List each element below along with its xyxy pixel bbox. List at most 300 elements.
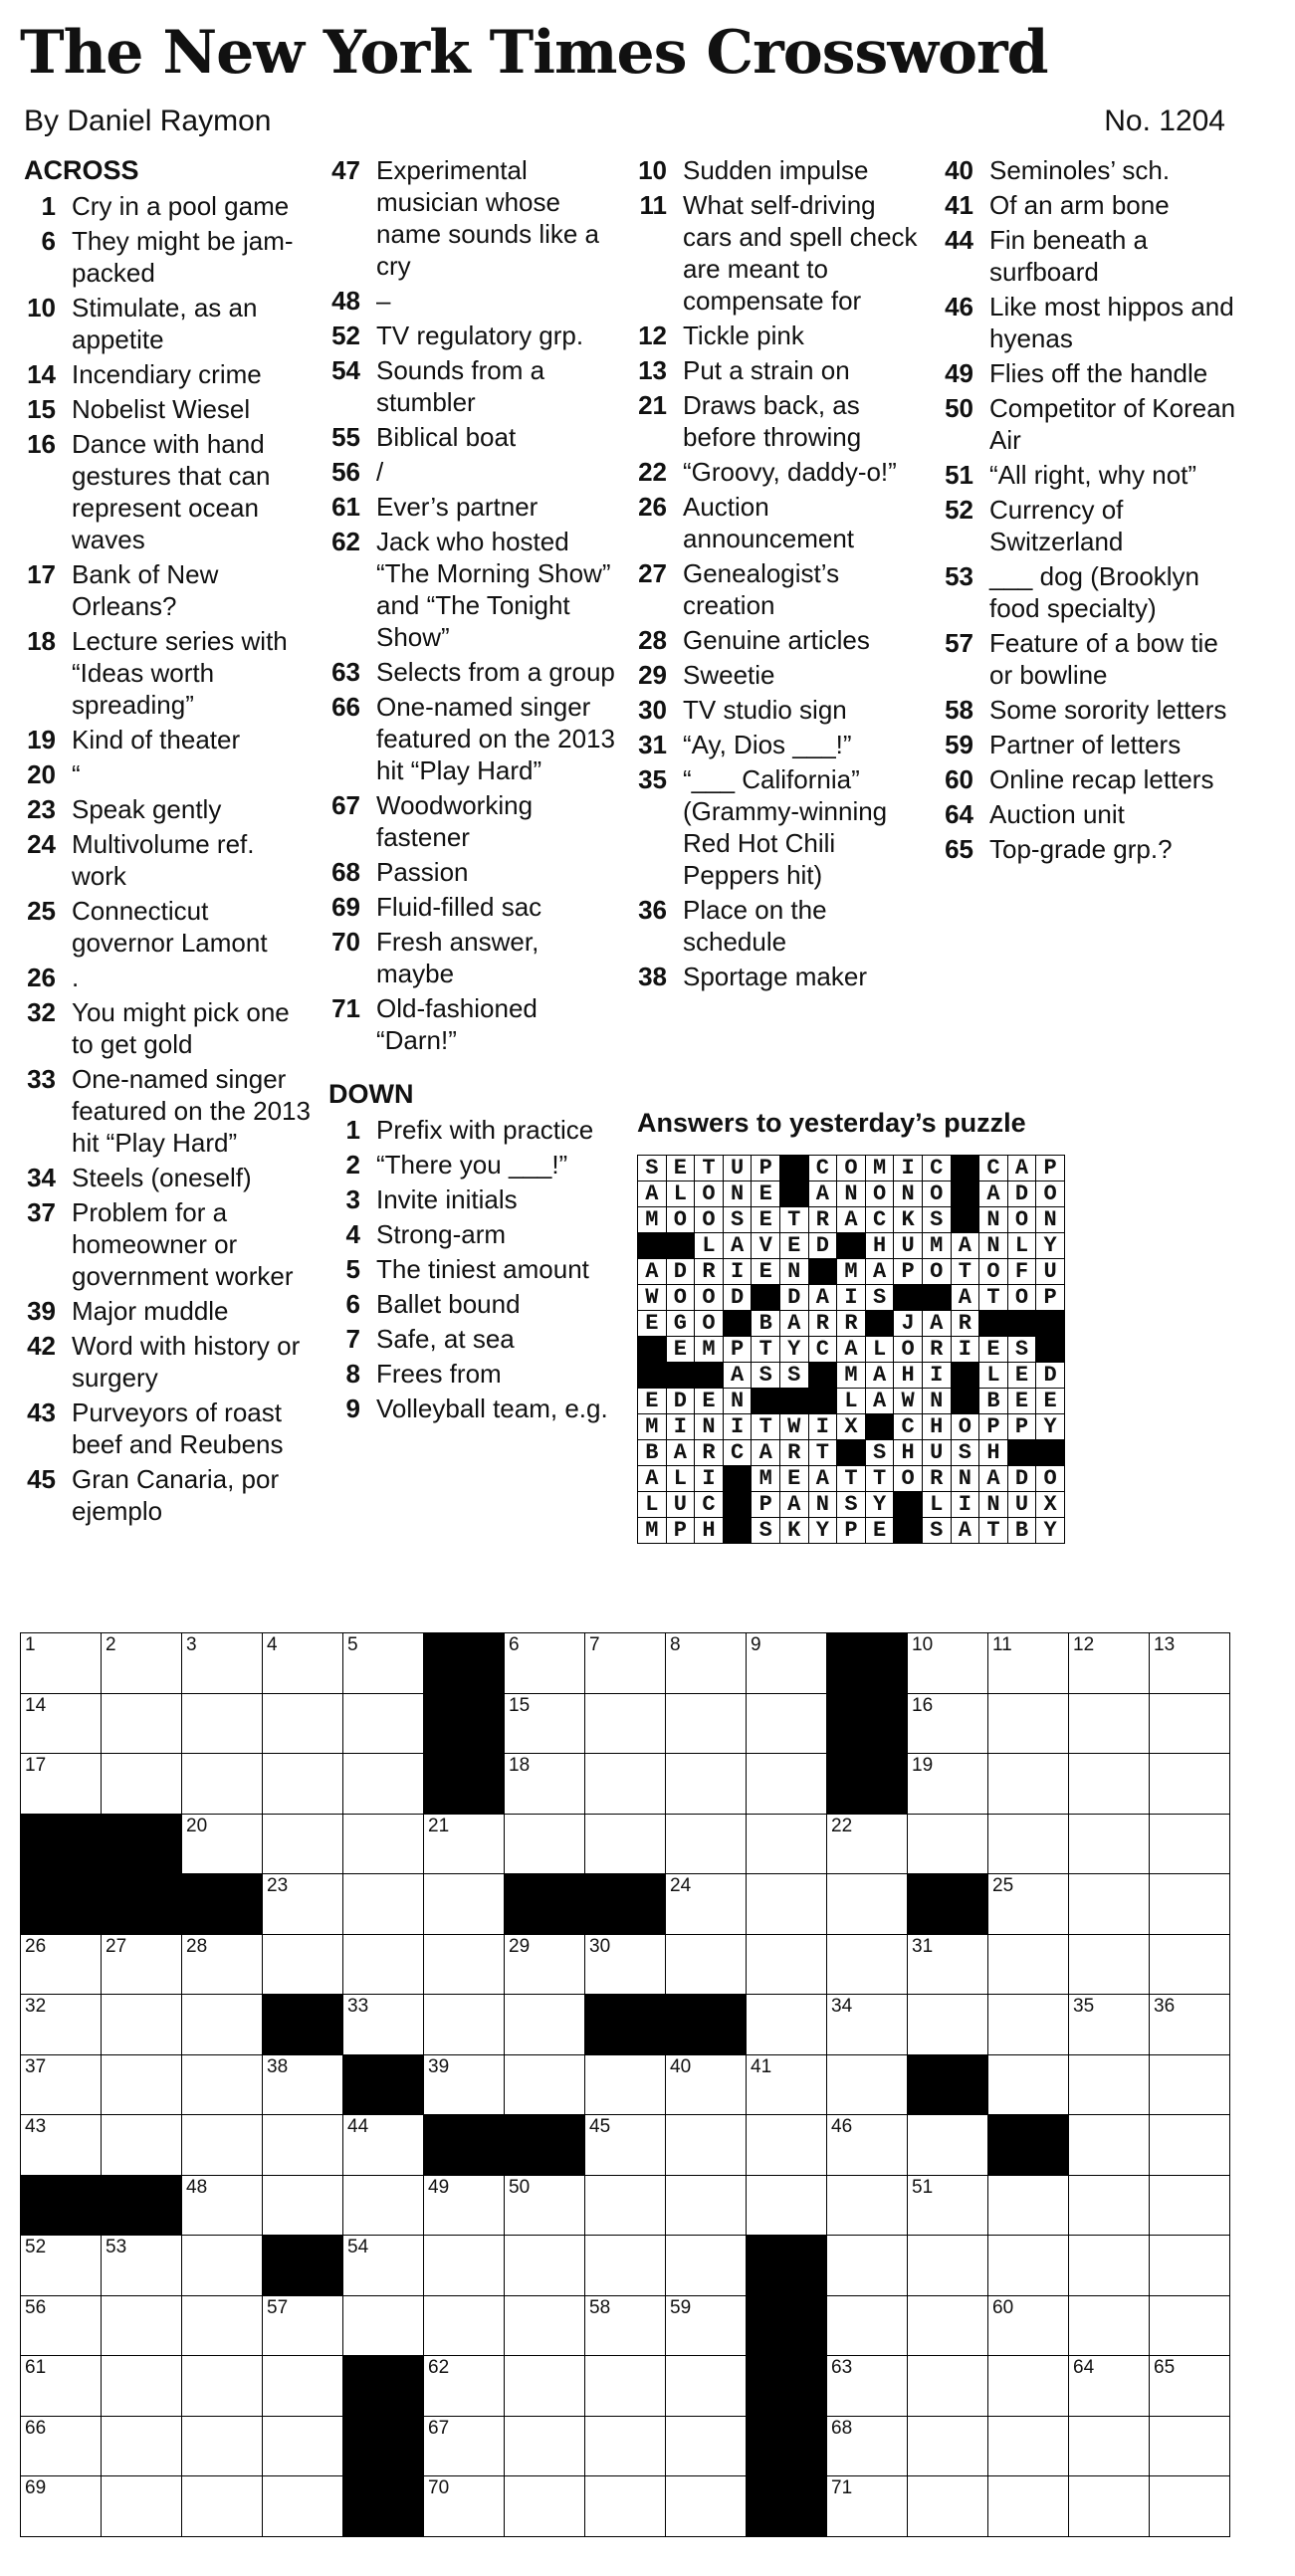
clue-number: 36 <box>638 895 667 925</box>
answer-letter-cell: E <box>779 1233 808 1259</box>
grid-cell[interactable] <box>263 2295 343 2356</box>
grid-cell[interactable] <box>585 2416 666 2476</box>
grid-cell[interactable] <box>1069 2054 1150 2115</box>
clue-text: Safe, at sea <box>376 1324 515 1354</box>
grid-cell[interactable] <box>747 1995 827 2055</box>
answer-letter-cell: N <box>723 1389 752 1414</box>
grid-cell[interactable] <box>1069 2175 1150 2236</box>
grid-cell[interactable] <box>747 1934 827 1995</box>
grid-cell[interactable] <box>827 1814 908 1874</box>
grid-cell[interactable] <box>21 2054 102 2115</box>
clue-number: 16 <box>27 429 56 459</box>
grid-cell[interactable] <box>263 2356 343 2417</box>
clue-number: 14 <box>27 359 56 389</box>
black-square <box>988 2115 1069 2176</box>
grid-cell[interactable] <box>1150 2054 1230 2115</box>
answer-black-cell <box>837 1233 866 1259</box>
grid-cell[interactable] <box>505 2476 585 2537</box>
grid-cell[interactable] <box>182 1693 263 1754</box>
grid-cell[interactable] <box>1069 2236 1150 2296</box>
clue-text: Passion <box>376 857 469 887</box>
grid-cell[interactable] <box>505 1633 585 1694</box>
answer-letter-cell: A <box>837 1337 866 1363</box>
cell-number: 71 <box>831 2477 853 2498</box>
grid-cell[interactable] <box>1069 1633 1150 1694</box>
grid-cell[interactable] <box>424 1995 505 2055</box>
grid-cell[interactable] <box>988 1995 1069 2055</box>
grid-cell[interactable] <box>666 2356 747 2417</box>
grid-cell[interactable] <box>263 2054 343 2115</box>
answer-letter-cell: C <box>808 1156 837 1181</box>
grid-cell[interactable] <box>1069 1934 1150 1995</box>
grid-cell[interactable] <box>263 1934 343 1995</box>
grid-cell[interactable] <box>182 1995 263 2055</box>
grid-cell[interactable] <box>827 1874 908 1935</box>
answers-row <box>638 1156 1065 1181</box>
answer-letter-cell: T <box>951 1259 979 1285</box>
answers-grid <box>637 1155 1065 1544</box>
grid-cell[interactable] <box>908 2236 988 2296</box>
black-square <box>908 1874 988 1935</box>
cell-number: 64 <box>1073 2357 1095 2378</box>
grid-cell[interactable] <box>747 1754 827 1815</box>
grid-cell[interactable] <box>988 2175 1069 2236</box>
grid-cell[interactable] <box>263 2476 343 2537</box>
grid-cell[interactable] <box>1150 2476 1230 2537</box>
answer-letter-cell: E <box>666 1156 695 1181</box>
answer-letter-cell: S <box>922 1207 951 1233</box>
clue-number: 35 <box>638 764 667 794</box>
answer-letter-cell: O <box>1036 1181 1065 1207</box>
grid-cell[interactable] <box>988 2236 1069 2296</box>
grid-cell[interactable] <box>424 2054 505 2115</box>
grid-cell[interactable] <box>827 2236 908 2296</box>
clue-number: 61 <box>331 492 360 522</box>
black-square <box>343 2416 424 2476</box>
grid-cell[interactable] <box>1069 2416 1150 2476</box>
grid-cell[interactable] <box>1069 2356 1150 2417</box>
grid-cell[interactable] <box>424 2356 505 2417</box>
grid-cell[interactable] <box>263 2115 343 2176</box>
grid-cell[interactable] <box>827 2476 908 2537</box>
clue <box>635 189 930 317</box>
grid-cell[interactable] <box>666 1693 747 1754</box>
clue-text: “Ay, Dios ___!” <box>683 730 852 759</box>
grid-cell[interactable] <box>747 1693 827 1754</box>
grid-cell[interactable] <box>666 2416 747 2476</box>
grid-cell[interactable] <box>585 2115 666 2176</box>
cell-number: 7 <box>589 1634 600 1655</box>
cell-number: 6 <box>509 1634 520 1655</box>
crossword-grid <box>20 1632 1230 2537</box>
answer-letter-cell: D <box>723 1285 752 1311</box>
grid-cell[interactable] <box>988 1814 1069 1874</box>
grid-cell[interactable] <box>827 2054 908 2115</box>
grid-cell[interactable] <box>343 2115 424 2176</box>
cell-number: 58 <box>589 2296 611 2318</box>
answer-letter-cell: U <box>894 1233 923 1259</box>
grid-cell[interactable] <box>343 2175 424 2236</box>
grid-cell[interactable] <box>505 1934 585 1995</box>
grid-cell[interactable] <box>666 1814 747 1874</box>
clue-number: 69 <box>331 892 360 922</box>
answer-letter-cell: N <box>979 1233 1008 1259</box>
answer-letter-cell: M <box>837 1363 866 1389</box>
grid-cell[interactable] <box>747 2115 827 2176</box>
grid-cell[interactable] <box>343 1693 424 1754</box>
answer-black-cell <box>695 1363 724 1389</box>
grid-cell[interactable] <box>21 1995 102 2055</box>
grid-cell[interactable] <box>988 2416 1069 2476</box>
answer-letter-cell: W <box>638 1285 667 1311</box>
clue-number: 10 <box>27 293 56 322</box>
cell-number: 40 <box>670 2055 692 2077</box>
grid-cell[interactable] <box>102 1754 182 1815</box>
grid-cell[interactable] <box>747 2054 827 2115</box>
grid-cell[interactable] <box>343 1874 424 1935</box>
grid-cell[interactable] <box>424 1934 505 1995</box>
clue <box>328 526 623 653</box>
grid-cell[interactable] <box>908 1814 988 1874</box>
grid-cell[interactable] <box>908 1693 988 1754</box>
grid-cell[interactable] <box>424 1814 505 1874</box>
grid-cell[interactable] <box>666 2476 747 2537</box>
clue-number: 3 <box>345 1184 360 1214</box>
grid-cell[interactable] <box>21 1754 102 1815</box>
grid-cell[interactable] <box>343 1995 424 2055</box>
grid-cell[interactable] <box>585 1754 666 1815</box>
grid-cell[interactable] <box>182 2115 263 2176</box>
grid-cell[interactable] <box>585 2476 666 2537</box>
grid-cell[interactable] <box>263 2416 343 2476</box>
cell-number: 13 <box>1154 1634 1176 1655</box>
grid-cell[interactable] <box>182 1754 263 1815</box>
grid-cell[interactable] <box>505 1693 585 1754</box>
grid-cell[interactable] <box>424 2236 505 2296</box>
answer-letter-cell: E <box>752 1207 780 1233</box>
grid-cell[interactable] <box>102 2416 182 2476</box>
black-square <box>747 2416 827 2476</box>
grid-cell[interactable] <box>21 1633 102 1694</box>
grid-cell[interactable] <box>263 1814 343 1874</box>
grid-cell[interactable] <box>988 1874 1069 1935</box>
grid-cell[interactable] <box>424 1874 505 1935</box>
grid-cell[interactable] <box>182 1934 263 1995</box>
grid-cell[interactable] <box>102 2476 182 2537</box>
grid-cell[interactable] <box>585 1633 666 1694</box>
grid-cell[interactable] <box>21 2476 102 2537</box>
grid-cell[interactable] <box>182 2175 263 2236</box>
answer-letter-cell: O <box>1007 1285 1036 1311</box>
grid-cell[interactable] <box>505 2295 585 2356</box>
grid-cell[interactable] <box>585 2236 666 2296</box>
cell-number: 27 <box>106 1935 127 1957</box>
grid-cell[interactable] <box>1150 2175 1230 2236</box>
grid-cell[interactable] <box>1150 2356 1230 2417</box>
grid-cell[interactable] <box>263 1874 343 1935</box>
clue <box>328 992 623 1056</box>
grid-cell[interactable] <box>102 1995 182 2055</box>
grid-cell[interactable] <box>988 1934 1069 1995</box>
cell-number: 9 <box>751 1634 761 1655</box>
grid-cell[interactable] <box>1150 1633 1230 1694</box>
answer-letter-cell: D <box>666 1389 695 1414</box>
clue-number: 24 <box>27 829 56 859</box>
grid-cell[interactable] <box>505 1814 585 1874</box>
answer-black-cell <box>865 1414 894 1440</box>
grid-cell[interactable] <box>21 2295 102 2356</box>
grid-cell[interactable] <box>1069 1995 1150 2055</box>
grid-cell[interactable] <box>505 2356 585 2417</box>
grid-cell[interactable] <box>988 1693 1069 1754</box>
grid-cell[interactable] <box>988 2295 1069 2356</box>
clue-text: “Groovy, daddy-o!” <box>683 457 897 487</box>
answers-row <box>638 1337 1065 1363</box>
grid-cell[interactable] <box>585 1934 666 1995</box>
grid-cell[interactable] <box>263 1693 343 1754</box>
grid-cell[interactable] <box>1150 1754 1230 1815</box>
grid-cell[interactable] <box>505 1754 585 1815</box>
clue <box>635 389 930 453</box>
clue <box>328 456 623 488</box>
clue <box>942 560 1240 624</box>
grid-cell[interactable] <box>505 1995 585 2055</box>
grid-cell[interactable] <box>102 1633 182 1694</box>
answer-letter-cell: N <box>951 1466 979 1492</box>
grid-cell[interactable] <box>505 2175 585 2236</box>
answers-row <box>638 1440 1065 1466</box>
answer-letter-cell: I <box>894 1156 923 1181</box>
grid-cell[interactable] <box>1150 2115 1230 2176</box>
grid-cell[interactable] <box>505 2416 585 2476</box>
grid-cell[interactable] <box>182 2476 263 2537</box>
grid-cell[interactable] <box>102 2356 182 2417</box>
grid-cell[interactable] <box>747 1633 827 1694</box>
answer-letter-cell: D <box>1007 1466 1036 1492</box>
answers-row <box>638 1389 1065 1414</box>
grid-cell[interactable] <box>1150 2295 1230 2356</box>
grid-cell[interactable] <box>182 2054 263 2115</box>
grid-row <box>21 1693 1230 1754</box>
grid-cell[interactable] <box>1069 2476 1150 2537</box>
clue-number: 13 <box>638 355 667 385</box>
grid-cell[interactable] <box>988 2054 1069 2115</box>
grid-cell[interactable] <box>102 2115 182 2176</box>
grid-cell[interactable] <box>908 2175 988 2236</box>
grid-cell[interactable] <box>21 2356 102 2417</box>
answer-black-cell <box>951 1181 979 1207</box>
grid-cell[interactable] <box>343 1633 424 1694</box>
answer-letter-cell: T <box>695 1156 724 1181</box>
grid-row <box>21 2476 1230 2537</box>
grid-cell[interactable] <box>908 2115 988 2176</box>
clue <box>635 557 930 621</box>
clue-text: Selects from a group <box>376 657 615 687</box>
grid-cell[interactable] <box>585 2356 666 2417</box>
grid-cell[interactable] <box>102 2295 182 2356</box>
grid-cell[interactable] <box>827 2356 908 2417</box>
grid-cell[interactable] <box>908 1995 988 2055</box>
grid-cell[interactable] <box>747 1874 827 1935</box>
grid-cell[interactable] <box>988 2476 1069 2537</box>
answer-black-cell <box>979 1311 1008 1337</box>
grid-cell[interactable] <box>585 2054 666 2115</box>
grid-cell[interactable] <box>666 1934 747 1995</box>
answer-letter-cell: R <box>695 1440 724 1466</box>
grid-cell[interactable] <box>21 2416 102 2476</box>
grid-cell[interactable] <box>1150 2236 1230 2296</box>
cell-number: 36 <box>1154 1996 1176 2017</box>
grid-cell[interactable] <box>666 1754 747 1815</box>
grid-cell[interactable] <box>343 1934 424 1995</box>
answer-letter-cell: E <box>638 1311 667 1337</box>
clue-number: 12 <box>638 321 667 350</box>
grid-cell[interactable] <box>343 1754 424 1815</box>
answer-letter-cell: A <box>779 1492 808 1518</box>
grid-cell[interactable] <box>988 2356 1069 2417</box>
grid-cell[interactable] <box>182 2416 263 2476</box>
grid-cell[interactable] <box>21 1934 102 1995</box>
grid-cell[interactable] <box>102 2236 182 2296</box>
clue <box>24 358 315 390</box>
grid-cell[interactable] <box>182 2236 263 2296</box>
grid-cell[interactable] <box>182 1633 263 1694</box>
clue <box>24 393 315 425</box>
grid-cell[interactable] <box>827 2175 908 2236</box>
clue-text: Fresh answer, maybe <box>376 927 540 988</box>
clue-text: Draws back, as before throwing <box>683 390 862 452</box>
clue-number: 50 <box>945 393 973 423</box>
answer-letter-cell: E <box>1007 1363 1036 1389</box>
grid-cell[interactable] <box>827 1995 908 2055</box>
grid-cell[interactable] <box>263 1754 343 1815</box>
black-square <box>21 1814 102 1874</box>
grid-cell[interactable] <box>263 2175 343 2236</box>
grid-cell[interactable] <box>182 1814 263 1874</box>
grid-cell[interactable] <box>1069 2295 1150 2356</box>
grid-cell[interactable] <box>666 2054 747 2115</box>
grid-cell[interactable] <box>263 1633 343 1694</box>
answer-letter-cell: N <box>979 1492 1008 1518</box>
grid-cell[interactable] <box>908 2476 988 2537</box>
grid-cell[interactable] <box>182 2356 263 2417</box>
grid-cell[interactable] <box>1069 2115 1150 2176</box>
answer-letter-cell: O <box>1036 1466 1065 1492</box>
grid-cell[interactable] <box>505 2054 585 2115</box>
answer-letter-cell: S <box>779 1363 808 1389</box>
grid-cell[interactable] <box>988 1633 1069 1694</box>
grid-cell[interactable] <box>424 2295 505 2356</box>
grid-cell[interactable] <box>827 2416 908 2476</box>
grid-cell[interactable] <box>585 2295 666 2356</box>
grid-cell[interactable] <box>827 1934 908 1995</box>
clue-text: Auction unit <box>989 799 1125 829</box>
clue-text: “___ California” (Grammy-winning Red Hot Chili Peppers hit) <box>683 764 888 890</box>
grid-cell[interactable] <box>585 2175 666 2236</box>
grid-cell[interactable] <box>182 2295 263 2356</box>
grid-cell[interactable] <box>585 1693 666 1754</box>
grid-cell[interactable] <box>343 1814 424 1874</box>
clue-number: 66 <box>331 692 360 722</box>
answer-letter-cell: I <box>951 1337 979 1363</box>
answer-letter-cell: L <box>666 1466 695 1492</box>
clue-number: 21 <box>638 390 667 420</box>
answer-black-cell <box>638 1337 667 1363</box>
grid-cell[interactable] <box>747 1814 827 1874</box>
grid-cell[interactable] <box>908 1934 988 1995</box>
grid-cell[interactable] <box>21 2236 102 2296</box>
clue-text: Online recap letters <box>989 764 1214 794</box>
grid-cell[interactable] <box>908 1754 988 1815</box>
grid-cell[interactable] <box>102 2054 182 2115</box>
grid-cell[interactable] <box>988 1754 1069 1815</box>
answer-letter-cell: P <box>837 1518 866 1544</box>
answer-letter-cell: T <box>752 1337 780 1363</box>
grid-cell[interactable] <box>666 1874 747 1935</box>
grid-cell[interactable] <box>908 2356 988 2417</box>
answer-letter-cell: M <box>922 1233 951 1259</box>
grid-cell[interactable] <box>343 2236 424 2296</box>
grid-cell[interactable] <box>424 2416 505 2476</box>
grid-cell[interactable] <box>1069 1814 1150 1874</box>
grid-cell[interactable] <box>1069 1874 1150 1935</box>
clue-number: 31 <box>638 730 667 759</box>
clue-number: 32 <box>27 997 56 1027</box>
grid-cell[interactable] <box>666 2236 747 2296</box>
answer-letter-cell: P <box>1007 1414 1036 1440</box>
answer-letter-cell: O <box>695 1285 724 1311</box>
clue-text: “All right, why not” <box>989 460 1197 490</box>
grid-cell[interactable] <box>827 2295 908 2356</box>
grid-cell[interactable] <box>21 1693 102 1754</box>
grid-cell[interactable] <box>908 2416 988 2476</box>
grid-cell[interactable] <box>21 2115 102 2176</box>
grid-cell[interactable] <box>343 2295 424 2356</box>
grid-cell[interactable] <box>666 1633 747 1694</box>
clue-number: 60 <box>945 764 973 794</box>
grid-cell[interactable] <box>585 1814 666 1874</box>
grid-cell[interactable] <box>102 1934 182 1995</box>
grid-cell[interactable] <box>747 2175 827 2236</box>
grid-cell[interactable] <box>908 2295 988 2356</box>
grid-cell[interactable] <box>424 2175 505 2236</box>
grid-cell[interactable] <box>1150 1934 1230 1995</box>
grid-cell[interactable] <box>424 2476 505 2537</box>
grid-cell[interactable] <box>827 2115 908 2176</box>
clue-column-4 <box>942 154 1240 868</box>
grid-cell[interactable] <box>666 2295 747 2356</box>
grid-cell[interactable] <box>505 2236 585 2296</box>
answer-letter-cell: I <box>695 1466 724 1492</box>
grid-cell[interactable] <box>1150 1995 1230 2055</box>
answer-black-cell <box>951 1156 979 1181</box>
clue <box>24 1463 315 1527</box>
grid-cell[interactable] <box>666 2175 747 2236</box>
grid-cell[interactable] <box>1069 1754 1150 1815</box>
grid-cell[interactable] <box>1150 1814 1230 1874</box>
grid-cell[interactable] <box>908 1633 988 1694</box>
clue-text: They might be jam-packed <box>72 226 294 288</box>
answer-black-cell <box>951 1389 979 1414</box>
grid-cell[interactable] <box>1150 1874 1230 1935</box>
grid-cell[interactable] <box>102 1693 182 1754</box>
grid-cell[interactable] <box>666 2115 747 2176</box>
grid-cell[interactable] <box>1150 1693 1230 1754</box>
grid-cell[interactable] <box>1150 2416 1230 2476</box>
answer-letter-cell: I <box>808 1414 837 1440</box>
answer-letter-cell: U <box>666 1492 695 1518</box>
grid-cell[interactable] <box>1069 1693 1150 1754</box>
